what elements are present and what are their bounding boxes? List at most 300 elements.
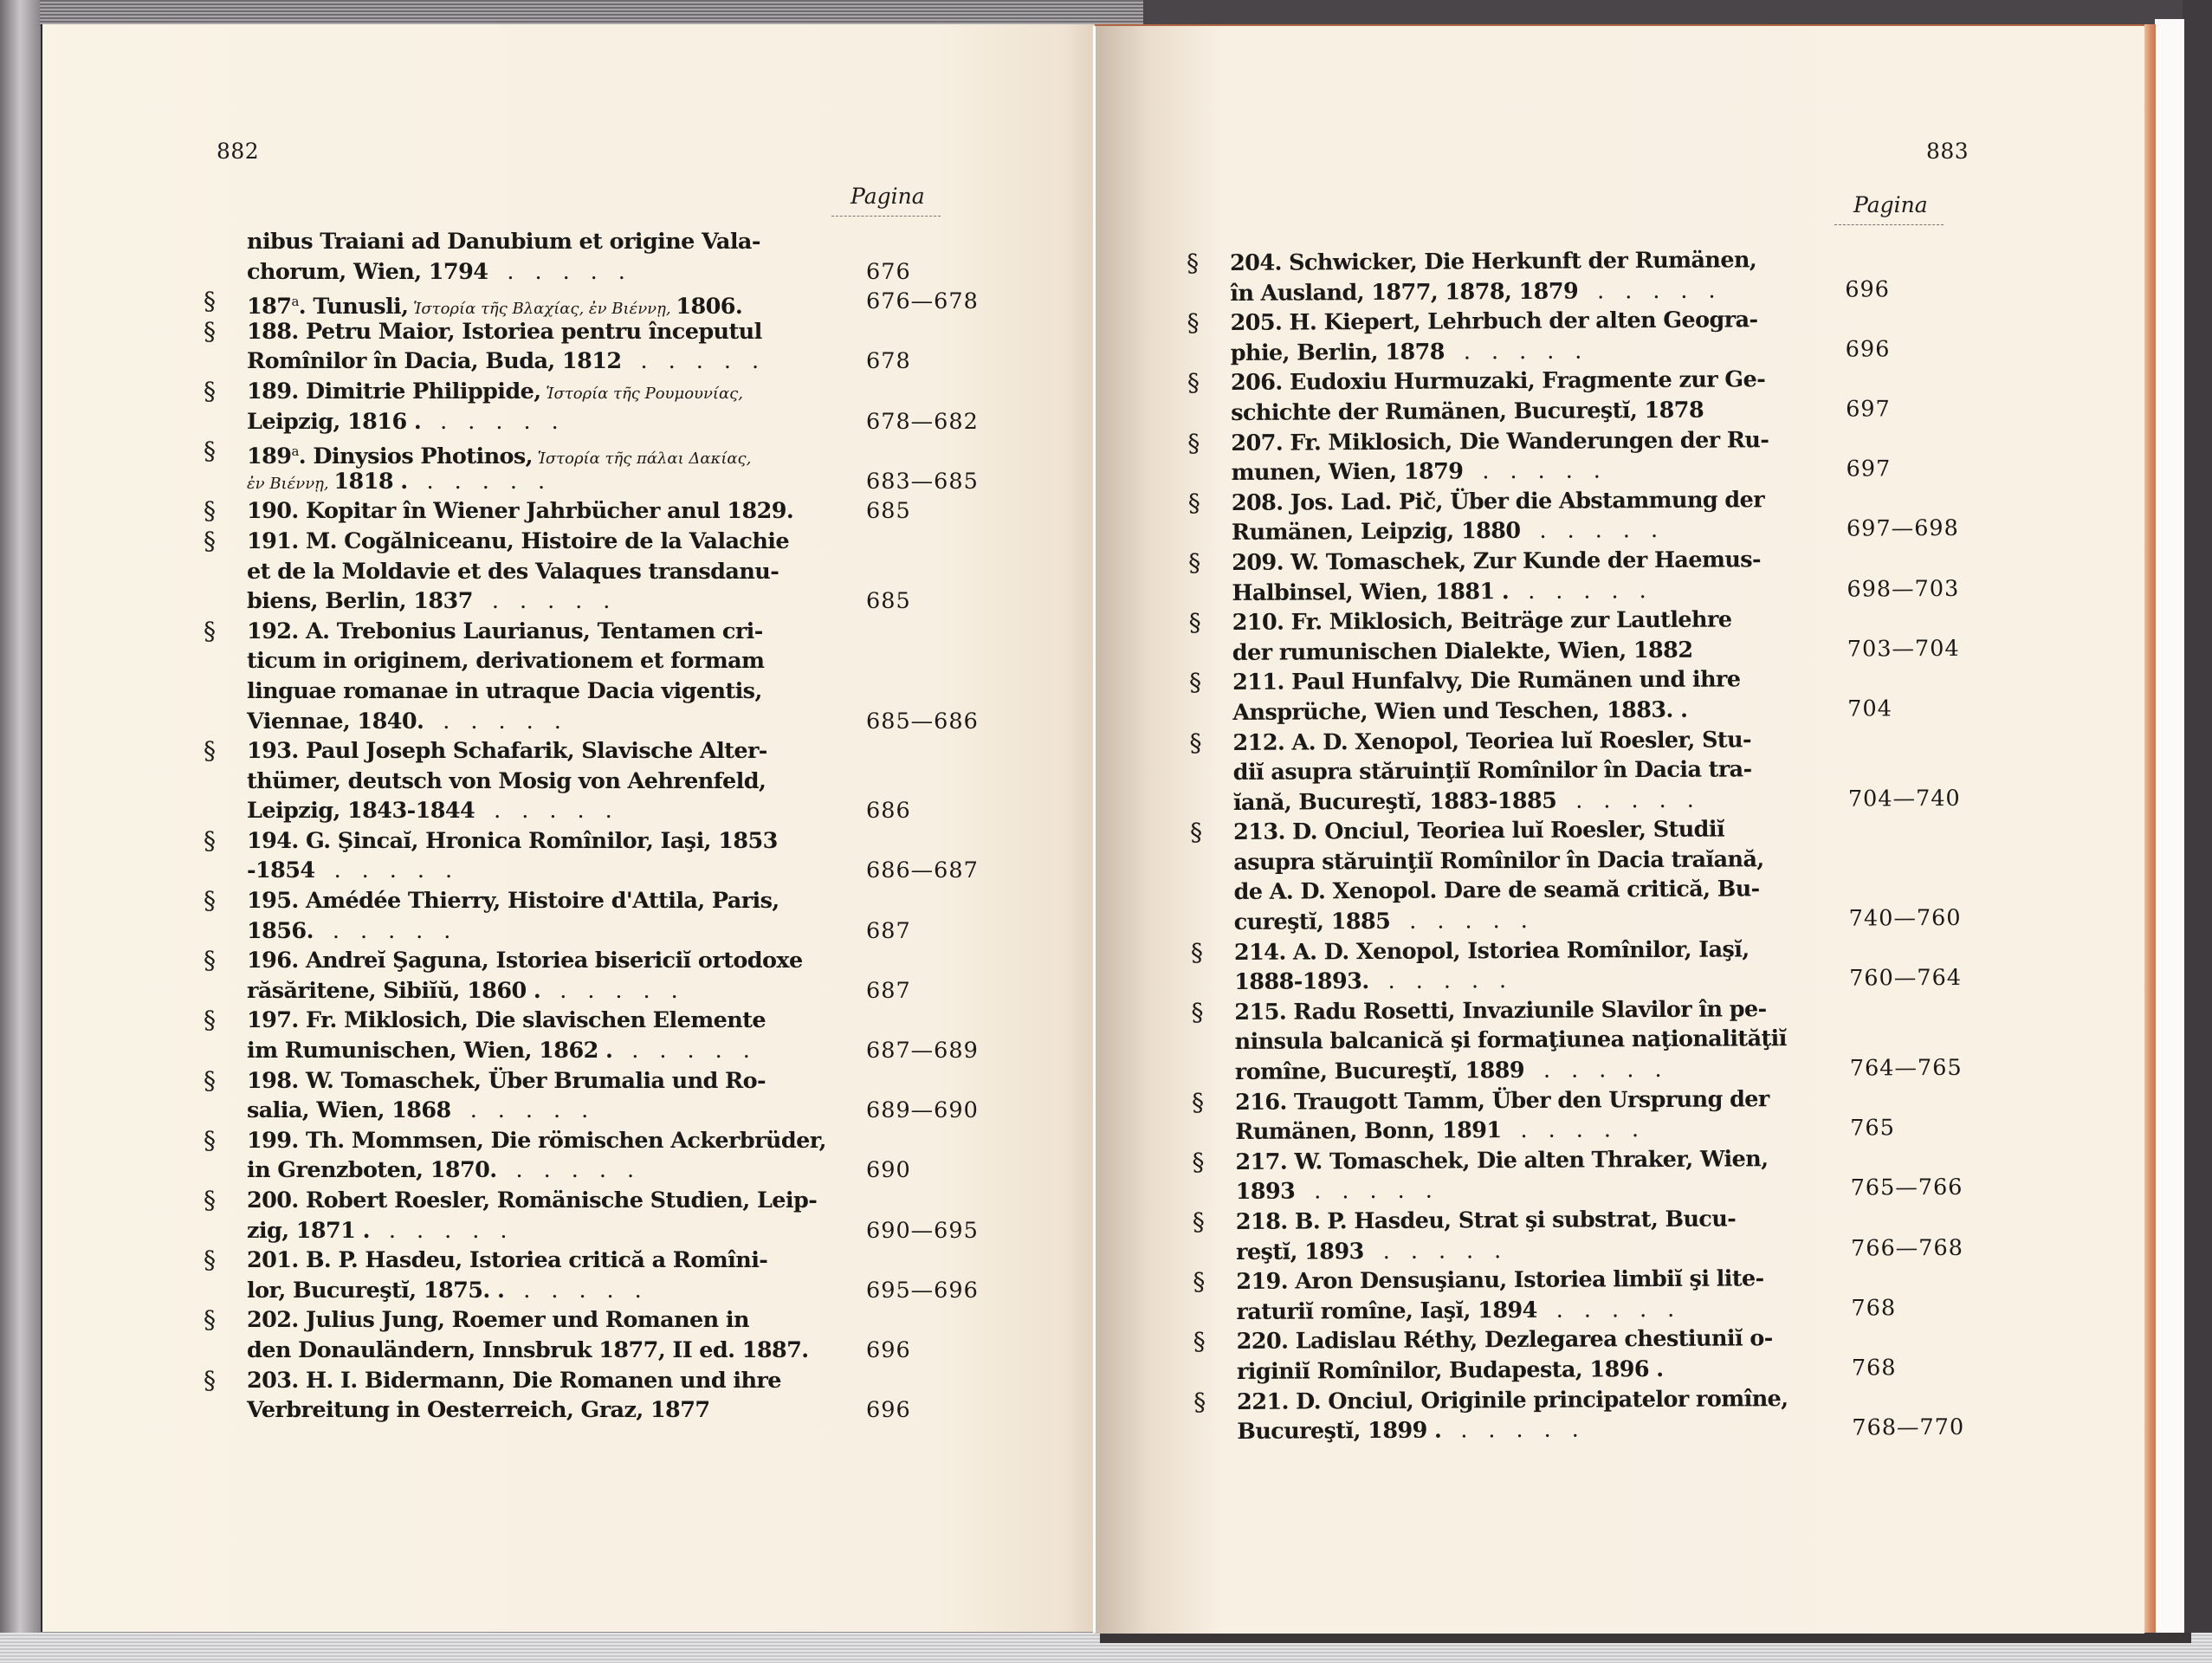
entry-number: 209. bbox=[1232, 549, 1291, 576]
entry-text: -1854 bbox=[247, 857, 315, 884]
entry-line bbox=[204, 376, 853, 407]
section-sign: § bbox=[204, 736, 216, 766]
entry-text: Th. Mommsen, Die römischen Ackerbrüder, bbox=[305, 1127, 826, 1154]
entry-line bbox=[1234, 1054, 1963, 1088]
entry-text: B. P. Hasdeu, Istoriea critică a Romîni- bbox=[305, 1247, 768, 1274]
entry-line bbox=[1191, 994, 1845, 1028]
entry-number: 202. bbox=[247, 1307, 306, 1334]
dot-leaders: ..... bbox=[1460, 1416, 1600, 1444]
entry-text: 1888-1893. bbox=[1234, 968, 1369, 996]
dot-leaders: ..... bbox=[1556, 1296, 1696, 1323]
entry-line bbox=[204, 287, 979, 320]
entry-text: Paul Joseph Schafarik, Slavische Alter- bbox=[305, 738, 767, 765]
book-bottom-shadow bbox=[1100, 1633, 2191, 1643]
section-sign: § bbox=[204, 1365, 216, 1394]
page-reference: 685 bbox=[866, 498, 911, 525]
index-entry bbox=[1190, 934, 1963, 997]
entry-text: Fr. Miklosich, Beiträge zur Lautlehre bbox=[1290, 606, 1732, 636]
entry-number: 206. bbox=[1230, 369, 1290, 397]
entry-line bbox=[247, 1096, 979, 1126]
entry-text: salia, Wien, 1868 bbox=[247, 1097, 451, 1124]
entry-number: 192. bbox=[247, 618, 306, 644]
section-sign: § bbox=[1187, 428, 1200, 457]
entry-number: 198. bbox=[247, 1067, 306, 1094]
entry-text: W. Tomaschek, Die alten Thraker, Wien, bbox=[1294, 1146, 1769, 1175]
entry-text: Amédée Thierry, Histoire d'Attila, Paris, bbox=[305, 888, 779, 915]
dot-leaders: ..... bbox=[1528, 577, 1667, 605]
dot-leaders: ..... bbox=[515, 1157, 656, 1184]
entry-line bbox=[1232, 634, 1960, 668]
entry-text: B. P. Hasdeu, Strat şi substrat, Bucu- bbox=[1294, 1206, 1737, 1235]
dot-leaders: ..... bbox=[332, 917, 472, 944]
page-reference: 687 bbox=[866, 917, 911, 944]
entry-text: Leipzig, 1816 . bbox=[247, 408, 422, 435]
entry-line bbox=[204, 825, 853, 857]
entry-line bbox=[247, 856, 979, 886]
entry-text: zig, 1871 . bbox=[247, 1217, 370, 1244]
entry-text: chorum, Wien, 1794 bbox=[247, 258, 488, 285]
entry-line bbox=[204, 526, 853, 557]
entry-number: 201. bbox=[247, 1247, 306, 1274]
section-sign: § bbox=[204, 1186, 216, 1214]
page-reference: 697—698 bbox=[1846, 515, 1959, 543]
entry-line bbox=[247, 346, 911, 377]
book-gutter bbox=[1093, 26, 1096, 1633]
section-sign: § bbox=[1187, 308, 1200, 338]
entry-text: Schwicker, Die Herkunft der Rumänen, bbox=[1288, 247, 1757, 276]
index-entry bbox=[204, 316, 911, 377]
entry-text: ticum in originem, derivationem et formam bbox=[247, 648, 765, 675]
page-reference: 685 bbox=[866, 588, 911, 615]
entry-line bbox=[247, 796, 911, 826]
index-entry bbox=[204, 1305, 911, 1365]
entry-text: Petru Maior, Istoriea pentru începutul bbox=[305, 318, 762, 345]
entry-text: Ansprüche, Wien und Teschen, 1883. . bbox=[1232, 696, 1688, 726]
greek-title: Ἱστορία τῆς Βλαχίας, ἐν Βιέννῃ, bbox=[408, 300, 676, 319]
entry-number: 190. bbox=[247, 498, 306, 525]
dot-leaders: ..... bbox=[1520, 1116, 1660, 1144]
section-sign: § bbox=[204, 526, 216, 555]
greek-title: Ἱστορία τῆς πάλαι Δακίας, bbox=[532, 450, 752, 469]
entry-text: . Dinysios Photinos, bbox=[298, 443, 533, 470]
entry-line bbox=[1193, 1323, 1847, 1357]
entry-line bbox=[247, 707, 979, 737]
entry-text: nibus Traiani ad Danubium et origine Vala- bbox=[247, 229, 760, 255]
entry-number: 218. bbox=[1235, 1208, 1295, 1235]
entry-line bbox=[247, 467, 979, 497]
entry-text: Bucureştĭ, 1899 . bbox=[1237, 1417, 1442, 1446]
dot-leaders: ..... bbox=[333, 857, 474, 884]
entry-line bbox=[247, 586, 911, 617]
entry-number: 213. bbox=[1233, 819, 1293, 846]
entry-text: A. D. Xenopol, Istoriea Romînilor, Iaşĭ, bbox=[1292, 936, 1750, 966]
book-cover-top-dark bbox=[1143, 0, 2212, 26]
entry-text: romîne, Bucureştĭ, 1889 bbox=[1234, 1057, 1525, 1086]
section-sign: § bbox=[204, 1246, 216, 1275]
right-index-list bbox=[1187, 247, 1965, 1447]
index-entry bbox=[204, 886, 911, 946]
section-sign: § bbox=[1187, 488, 1200, 518]
dot-leaders: ..... bbox=[440, 408, 579, 435]
entry-text: lor, Bucureştĭ, 1875. . bbox=[247, 1277, 505, 1304]
entry-line bbox=[1232, 784, 1961, 818]
entry-line bbox=[1187, 424, 1841, 458]
page-reference: 690 bbox=[866, 1157, 911, 1184]
entry-line bbox=[204, 1065, 853, 1097]
entry-number: 216. bbox=[1234, 1089, 1295, 1116]
dot-leaders: ..... bbox=[631, 1038, 771, 1064]
entry-line bbox=[247, 916, 911, 947]
entry-line bbox=[204, 1186, 853, 1216]
index-entry bbox=[1193, 1323, 1897, 1387]
entry-line bbox=[1193, 1264, 1847, 1297]
entry-text: W. Tomaschek, Zur Kunde der Haemus- bbox=[1290, 547, 1762, 576]
page-reference: 697 bbox=[1846, 396, 1891, 423]
section-sign: § bbox=[204, 946, 216, 975]
index-entry bbox=[1187, 365, 1891, 428]
entry-text: Eudoxiu Hurmuzaki, Fragmente zur Ge- bbox=[1289, 366, 1766, 396]
entry-line bbox=[1187, 305, 1840, 339]
dot-leaders: ..... bbox=[1314, 1177, 1453, 1205]
page-reference: 697 bbox=[1846, 456, 1892, 482]
entry-line bbox=[1232, 574, 1960, 608]
index-entry bbox=[1187, 245, 1891, 308]
index-entry bbox=[204, 1065, 979, 1126]
entry-line bbox=[1190, 814, 1844, 848]
page-reference: 765—766 bbox=[1850, 1174, 1963, 1202]
page-reference: 689—690 bbox=[866, 1097, 979, 1124]
page-reference: 678—682 bbox=[866, 408, 979, 435]
entry-text: der rumunischen Dialekte, Wien, 1882 bbox=[1232, 637, 1693, 666]
index-entry bbox=[1190, 814, 1962, 938]
book-cover-right-edge bbox=[2183, 0, 2212, 1646]
entry-text: Jos. Lad. Pič, Über die Abstammung der bbox=[1290, 486, 1765, 516]
page-reference: 695—696 bbox=[866, 1277, 979, 1304]
entry-number: 205. bbox=[1230, 309, 1290, 337]
entry-line bbox=[204, 1305, 853, 1336]
page-reference: 687—689 bbox=[866, 1038, 979, 1064]
entry-text: Fr. Miklosich, Die slavischen Elemente bbox=[305, 1007, 766, 1034]
page-reference: 686 bbox=[866, 798, 911, 825]
entry-number: 210. bbox=[1232, 609, 1291, 637]
entry-line bbox=[1234, 964, 1963, 998]
page-reference: 698—703 bbox=[1847, 575, 1960, 603]
entry-number: 200. bbox=[247, 1187, 306, 1213]
page-block-edge bbox=[2144, 24, 2156, 1637]
dot-leaders: ..... bbox=[491, 588, 631, 615]
entry-number: 188. bbox=[247, 318, 306, 345]
entry-text: Halbinsel, Wien, 1881 . bbox=[1232, 578, 1510, 606]
entry-number: 217. bbox=[1235, 1149, 1295, 1175]
section-sign: § bbox=[204, 1125, 216, 1155]
greek-text: ἐν Βιέννῃ, bbox=[247, 474, 334, 493]
entry-number: 197. bbox=[247, 1007, 306, 1034]
section-sign: § bbox=[204, 825, 216, 855]
entry-superscript: a bbox=[291, 443, 299, 460]
dot-leaders: ..... bbox=[1543, 1056, 1683, 1084]
entry-text: Romînilor în Dacia, Buda, 1812 bbox=[247, 348, 622, 375]
entry-line bbox=[247, 557, 853, 587]
section-sign: § bbox=[204, 1065, 216, 1095]
entry-number: 220. bbox=[1236, 1328, 1296, 1356]
section-sign: § bbox=[1190, 937, 1203, 967]
entry-text: diĭ asupra stăruinţiĭ Romînilor în Dacia tra- bbox=[1232, 756, 1752, 786]
entry-line bbox=[247, 257, 911, 288]
entry-line bbox=[1235, 1233, 1963, 1267]
entry-line bbox=[1236, 1354, 1897, 1388]
entry-line bbox=[204, 316, 853, 347]
entry-text: de A. D. Xenopol. Dare de seamă critică, Bu- bbox=[1233, 876, 1760, 906]
dot-leaders: ..... bbox=[494, 798, 633, 825]
entry-text: Dimitrie Philippide, bbox=[305, 378, 541, 404]
page-reference: 686—687 bbox=[866, 857, 979, 884]
index-entry bbox=[204, 437, 979, 496]
index-entry bbox=[204, 287, 979, 320]
entry-number: 187 bbox=[247, 294, 292, 320]
entry-line bbox=[1188, 605, 1843, 638]
entry-line bbox=[1237, 1414, 1965, 1447]
entry-line bbox=[1235, 1114, 1895, 1148]
entry-line bbox=[247, 646, 853, 676]
entry-number: 195. bbox=[247, 888, 306, 915]
entry-line bbox=[204, 946, 853, 976]
entry-text: Paul Hunfalvy, Die Rumänen und ihre bbox=[1290, 666, 1741, 696]
index-entry bbox=[204, 526, 911, 617]
index-entry bbox=[1189, 724, 1961, 818]
entry-line bbox=[1190, 934, 1845, 967]
dot-leaders: ..... bbox=[469, 1097, 610, 1124]
entry-text: 1856. bbox=[247, 917, 314, 944]
dot-leaders: ..... bbox=[1409, 907, 1549, 935]
entry-number: 204. bbox=[1230, 249, 1290, 276]
entry-text: thümer, deutsch von Mosig von Aehrenfeld, bbox=[247, 767, 766, 794]
section-sign: § bbox=[1192, 1207, 1205, 1237]
index-entry bbox=[204, 1006, 979, 1065]
index-entry bbox=[1188, 605, 1960, 668]
entry-line bbox=[247, 407, 979, 437]
index-entry bbox=[204, 496, 911, 527]
entry-line bbox=[1191, 1084, 1846, 1117]
right-column-header: Pagina bbox=[1834, 192, 1944, 225]
entry-line bbox=[204, 1365, 853, 1396]
entry-text: Andreĭ Şaguna, Istoriea bisericiĭ ortodoxe bbox=[305, 948, 803, 974]
entry-line bbox=[1234, 1024, 1845, 1058]
entry-line bbox=[1231, 455, 1892, 489]
index-entry bbox=[204, 1365, 911, 1426]
entry-line bbox=[247, 1395, 911, 1426]
entry-number: 203. bbox=[247, 1367, 306, 1394]
section-sign: § bbox=[204, 496, 216, 526]
entry-line bbox=[1236, 1293, 1897, 1327]
entry-text: cureştĭ, 1885 bbox=[1233, 908, 1391, 936]
entry-number: 189 bbox=[247, 443, 292, 470]
entry-text: den Donauländern, Innsbruk 1877, II ed. 1887. bbox=[247, 1336, 809, 1363]
section-sign: § bbox=[1193, 1387, 1206, 1416]
entry-text: Rumänen, Leipzig, 1880 bbox=[1231, 518, 1521, 547]
dot-leaders: ..... bbox=[507, 258, 646, 285]
entry-line bbox=[1231, 514, 1959, 548]
entry-line bbox=[1233, 844, 1844, 878]
entry-text: Kopitar în Wiener Jahrbücher anul 1829. bbox=[305, 498, 794, 525]
dot-leaders: ..... bbox=[1387, 967, 1528, 995]
entry-number: 221. bbox=[1237, 1388, 1297, 1415]
entry-line bbox=[1187, 484, 1842, 518]
dot-leaders: ..... bbox=[1463, 338, 1603, 366]
section-sign: § bbox=[1191, 998, 1203, 1027]
entry-line bbox=[204, 1006, 853, 1036]
entry-number: 207. bbox=[1231, 430, 1290, 456]
index-entry bbox=[1187, 305, 1891, 368]
entry-text: Radu Rosetti, Invaziunile Slavilor în pe- bbox=[1293, 996, 1767, 1026]
section-sign: § bbox=[204, 437, 216, 466]
entry-number: 215. bbox=[1234, 999, 1294, 1026]
section-sign: § bbox=[1188, 608, 1201, 637]
dot-leaders: ..... bbox=[1482, 457, 1621, 485]
entry-text: M. Cogălniceanu, Histoire de la Valachie bbox=[305, 527, 789, 554]
dot-leaders: ..... bbox=[1575, 786, 1715, 814]
entry-text: Julius Jung, Roemer und Romanen in bbox=[305, 1307, 749, 1334]
entry-number: 189. bbox=[247, 378, 306, 404]
index-entry bbox=[247, 227, 911, 287]
entry-line bbox=[1232, 695, 1893, 728]
entry-line bbox=[1187, 365, 1841, 398]
entry-line bbox=[204, 886, 853, 916]
entry-text: ninsula balcanică şi formaţiunea naţionalităţiĭ bbox=[1234, 1026, 1787, 1056]
dot-leaders: ..... bbox=[1382, 1237, 1523, 1265]
index-entry bbox=[204, 1246, 979, 1305]
page-reference: 760—764 bbox=[1849, 965, 1963, 992]
entry-line bbox=[204, 496, 911, 527]
page-reference: 768—770 bbox=[1852, 1414, 1965, 1441]
entry-line bbox=[1233, 754, 1844, 788]
entry-text: phie, Berlin, 1878 bbox=[1230, 339, 1445, 366]
page-reference: 768 bbox=[1851, 1295, 1897, 1322]
entry-line bbox=[1233, 904, 1962, 938]
page-reference: 690—695 bbox=[866, 1217, 979, 1244]
index-entry bbox=[1192, 1143, 1963, 1207]
section-sign: § bbox=[1188, 668, 1201, 697]
page-reference: 766—768 bbox=[1850, 1234, 1963, 1262]
entry-line bbox=[1233, 874, 1844, 908]
entry-text: 1818 . bbox=[333, 468, 408, 495]
entry-line bbox=[204, 1246, 853, 1276]
entry-text: Rumänen, Bonn, 1891 bbox=[1235, 1117, 1502, 1146]
entry-text: Verbreitung in Oesterreich, Graz, 1877 bbox=[247, 1397, 710, 1424]
page-reference: 687 bbox=[866, 977, 911, 1004]
entry-text: A. Trebonius Laurianus, Tentamen cri- bbox=[305, 618, 763, 644]
page-reference: 676—678 bbox=[866, 288, 979, 315]
section-sign: § bbox=[1191, 1087, 1204, 1116]
entry-text: Leipzig, 1843-1844 bbox=[247, 798, 475, 825]
index-entry bbox=[204, 1186, 979, 1246]
entry-line bbox=[247, 767, 853, 797]
page-reference: 703—704 bbox=[1847, 635, 1960, 663]
section-sign: § bbox=[204, 886, 216, 916]
index-entry bbox=[204, 946, 911, 1006]
entry-line bbox=[247, 976, 911, 1006]
index-entry bbox=[204, 616, 979, 736]
section-sign: § bbox=[204, 1305, 216, 1335]
index-entry bbox=[204, 1125, 911, 1186]
entry-line bbox=[1188, 545, 1842, 579]
endpaper-edge bbox=[2155, 19, 2184, 1643]
entry-text: et de la Moldavie et des Valaques transdanu- bbox=[247, 558, 779, 585]
index-entry bbox=[204, 376, 979, 437]
page-reference: 696 bbox=[866, 1397, 911, 1424]
section-sign: § bbox=[204, 376, 216, 405]
entry-line bbox=[1235, 1174, 1963, 1207]
section-sign: § bbox=[204, 316, 216, 346]
right-page-number: 883 bbox=[1926, 139, 1969, 164]
index-entry bbox=[1193, 1383, 1965, 1446]
section-sign: § bbox=[204, 1006, 216, 1035]
entry-number: 196. bbox=[247, 948, 306, 974]
entry-line bbox=[1192, 1143, 1846, 1177]
entry-line bbox=[247, 1216, 979, 1246]
left-column-header: Pagina bbox=[831, 184, 941, 217]
page-reference: 696 bbox=[1845, 275, 1891, 303]
entry-line bbox=[247, 227, 853, 257]
page-reference: 765 bbox=[1850, 1115, 1895, 1142]
entry-text: răsăritene, Sibiĭŭ, 1860 . bbox=[247, 977, 541, 1004]
page-reference: 696 bbox=[866, 1336, 911, 1363]
section-sign: § bbox=[1188, 548, 1200, 578]
entry-line bbox=[204, 1125, 853, 1156]
entry-number: 214. bbox=[1233, 939, 1294, 966]
entry-text: munen, Wien, 1879 bbox=[1231, 458, 1464, 487]
entry-text: G. Şincaĭ, Hronica Romînilor, Iaşi, 1853 bbox=[305, 827, 778, 854]
entry-number: 194. bbox=[247, 827, 306, 854]
entry-text: linguae romanae in utraque Dacia vigentis, bbox=[247, 677, 762, 704]
section-sign: § bbox=[1187, 249, 1199, 278]
index-entry bbox=[204, 825, 979, 886]
dot-leaders: ..... bbox=[1539, 517, 1679, 545]
entry-text: H. I. Bidermann, Die Romanen und ihre bbox=[305, 1367, 781, 1394]
dot-leaders: ..... bbox=[1596, 277, 1737, 305]
index-entry bbox=[1192, 1204, 1963, 1267]
index-entry bbox=[204, 736, 911, 826]
section-sign: § bbox=[204, 616, 216, 645]
greek-title: Ἱστορία τῆς Ρουμουνίας, bbox=[540, 384, 743, 403]
entry-text: în Ausland, 1877, 1878, 1879 bbox=[1230, 278, 1579, 307]
page-reference: 676 bbox=[866, 258, 911, 285]
entry-line bbox=[1192, 1204, 1847, 1238]
book-cover-left-edge bbox=[0, 0, 40, 1663]
entry-line bbox=[204, 736, 853, 767]
section-sign: § bbox=[1192, 1148, 1204, 1177]
entry-line bbox=[1188, 664, 1843, 698]
entry-line bbox=[247, 1276, 979, 1306]
index-entry bbox=[1188, 545, 1960, 608]
entry-text: Aron Densuşianu, Istoriea limbiĭ şi lite- bbox=[1295, 1265, 1764, 1295]
entry-line bbox=[247, 1336, 911, 1366]
dot-leaders: ..... bbox=[443, 708, 582, 734]
page-reference: 696 bbox=[1845, 336, 1891, 363]
entry-text: schichte der Rumänen, Bucureştĭ, 1878 bbox=[1231, 397, 1704, 426]
section-sign: § bbox=[1193, 1267, 1205, 1297]
entry-line bbox=[1230, 275, 1891, 308]
section-sign: § bbox=[1190, 818, 1202, 847]
entry-line bbox=[204, 616, 853, 647]
entry-text: in Grenzboten, 1870. bbox=[247, 1157, 497, 1184]
dot-leaders: ..... bbox=[559, 977, 699, 1004]
entry-line bbox=[247, 676, 853, 707]
entry-line bbox=[1230, 334, 1891, 368]
entry-text: A. D. Xenopol, Teoriea luĭ Roesler, Stu- bbox=[1291, 726, 1752, 756]
entry-year: 1806. bbox=[676, 294, 743, 320]
entry-number: 191. bbox=[247, 527, 306, 554]
dot-leaders: ..... bbox=[426, 468, 566, 495]
